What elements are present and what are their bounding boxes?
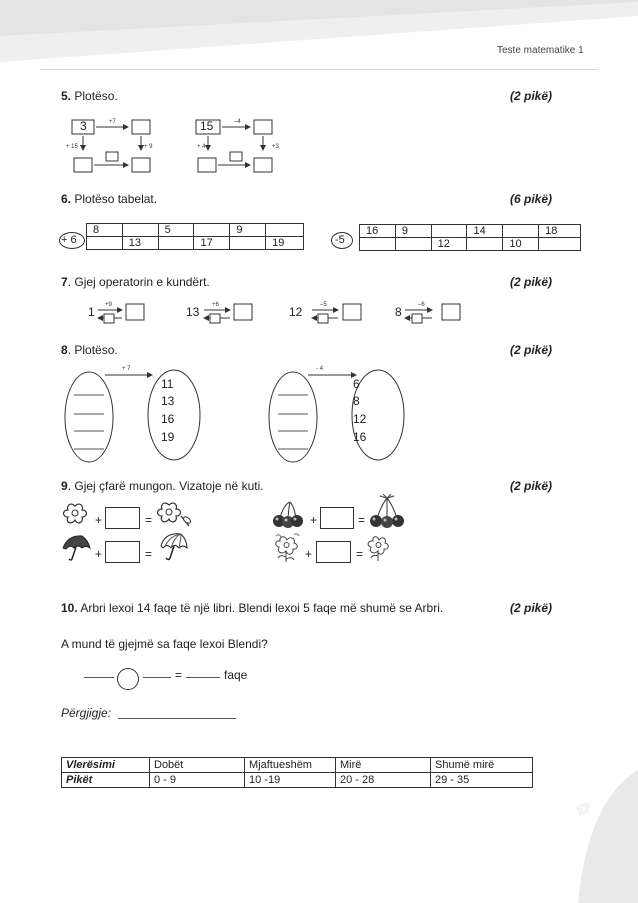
cell[interactable]	[87, 237, 123, 250]
q7-op-4: –6	[418, 302, 425, 308]
q9-plus: +	[95, 513, 103, 527]
cell[interactable]	[230, 237, 266, 250]
q7-op-2: +6	[212, 302, 219, 308]
cell[interactable]	[467, 238, 503, 251]
q5-right-start: 15	[200, 119, 214, 133]
q10-title: 10. Arbri lexoi 14 faqe të një libri. Blendi lexoi 5 faqe më shumë se Arbri.	[61, 601, 444, 615]
cell[interactable]	[503, 225, 539, 238]
q8-right-value: 8	[353, 394, 360, 408]
cherries-bunch-icon	[368, 494, 406, 530]
flower-pot-icon	[270, 532, 304, 564]
q6-left-table	[86, 223, 304, 250]
header-band	[0, 0, 638, 70]
cell: 29 - 35	[431, 773, 533, 788]
cell: Vlerësimi	[62, 758, 150, 773]
q5-title: 5. Plotëso.	[61, 89, 118, 103]
cell[interactable]: 9	[230, 224, 266, 237]
cell: 0 - 9	[150, 773, 245, 788]
q9-answer-box[interactable]	[320, 507, 354, 529]
q9-title: 9. Gjej çfarë mungon. Vizatoje në kuti.	[61, 479, 264, 493]
q7-op-3: –5	[320, 302, 327, 308]
q5-right-left-op: + 4	[197, 144, 206, 150]
cell[interactable]: 12	[431, 238, 467, 251]
cell: Mjaftueshëm	[245, 758, 336, 773]
cell: 10 -19	[245, 773, 336, 788]
answer-label: Përgjigje:	[61, 706, 112, 720]
q8-left-value: 16	[161, 412, 175, 426]
q6-right-op-label: -5	[335, 234, 345, 246]
q8-right-op: - 4	[316, 366, 324, 372]
page-number: 17	[575, 800, 593, 818]
cell[interactable]: 10	[503, 238, 539, 251]
grading-points-row	[62, 773, 533, 788]
q5-left-left-op: + 15	[66, 144, 78, 150]
q9-equals: =	[356, 547, 364, 561]
operator-circle[interactable]	[117, 668, 139, 690]
q5-right-top-op: –4	[234, 119, 241, 125]
q9-answer-box[interactable]	[105, 541, 140, 563]
q8-left-value: 19	[161, 430, 175, 444]
q9-answer-box[interactable]	[316, 541, 351, 563]
q7-num-4: 8	[395, 305, 402, 319]
cell[interactable]	[266, 224, 304, 237]
q7-op-1: +9	[105, 302, 112, 308]
page-corner	[548, 770, 638, 903]
equation-unit: faqe	[224, 668, 248, 682]
flower-icon	[60, 502, 90, 528]
q5-left-start: 3	[80, 119, 87, 133]
q9-points: (2 pikë)	[510, 479, 553, 493]
header-title: Teste matematike 1	[497, 45, 584, 56]
cell: 20 - 28	[336, 773, 431, 788]
cell: Dobët	[150, 758, 245, 773]
cell: Mirë	[336, 758, 431, 773]
cell[interactable]: 17	[194, 237, 230, 250]
cell[interactable]	[431, 225, 467, 238]
q5-points: (2 pikë)	[510, 89, 553, 103]
q6-points: (6 pikë)	[510, 192, 553, 206]
cell[interactable]	[395, 238, 431, 251]
q9-plus: +	[95, 547, 103, 561]
equation-blank-3[interactable]	[186, 677, 220, 678]
grading-table	[61, 757, 533, 788]
q7-num-2: 13	[186, 305, 200, 319]
q7-diagrams	[60, 300, 480, 328]
q9-answer-box[interactable]	[105, 507, 140, 529]
q8-left-op: + 7	[122, 366, 131, 372]
q10-question: A mund të gjejmë sa faqe lexoi Blendi?	[61, 637, 268, 651]
cell[interactable]: 16	[360, 225, 396, 238]
q9-equals: =	[145, 547, 153, 561]
q8-points: (2 pikë)	[510, 343, 553, 357]
cell[interactable]: 18	[539, 225, 581, 238]
cell[interactable]: 14	[467, 225, 503, 238]
q8-left-value: 13	[161, 394, 175, 408]
cell[interactable]	[158, 237, 194, 250]
q8-right-value: 16	[353, 430, 367, 444]
flower-pair-icon	[155, 500, 195, 530]
equation-blank-1[interactable]	[84, 677, 114, 678]
cherries-icon	[270, 500, 306, 530]
umbrella-open-icon	[155, 530, 191, 562]
q8-right-value: 12	[353, 412, 367, 426]
q7-num-3: 12	[289, 305, 303, 319]
q9-equals: =	[145, 513, 153, 527]
q9-plus: +	[305, 547, 313, 561]
q5-left-right-op: + 9	[144, 144, 153, 150]
q6-title: 6. Plotëso tabelat.	[61, 192, 158, 206]
flower-icon-small	[366, 534, 392, 562]
cell[interactable]: 5	[158, 224, 194, 237]
q7-title: 7. Gjej operatorin e kundërt.	[61, 275, 210, 289]
q7-points: (2 pikë)	[510, 275, 553, 289]
q8-right-value: 6	[353, 377, 360, 391]
cell[interactable]: 13	[122, 237, 158, 250]
cell[interactable]: 8	[87, 224, 123, 237]
q10-points: (2 pikë)	[510, 601, 553, 615]
cell[interactable]: 9	[395, 225, 431, 238]
q8-title: 8. Plotëso.	[61, 343, 118, 357]
answer-line[interactable]	[118, 718, 236, 719]
umbrella-icon	[60, 532, 92, 562]
equation-equals: =	[175, 668, 183, 682]
grading-header-row	[62, 758, 533, 773]
cell[interactable]	[194, 224, 230, 237]
q5-right-right-op: +3	[272, 144, 279, 150]
cell: Pikët	[62, 773, 150, 788]
cell[interactable]	[360, 238, 396, 251]
q6-left-op-label: + 6	[61, 234, 77, 246]
q7-item-4	[405, 304, 460, 323]
q7-num-1: 1	[88, 305, 95, 319]
q9-plus: +	[310, 513, 318, 527]
cell[interactable]	[122, 224, 158, 237]
cell: Shumë mirë	[431, 758, 533, 773]
q5-left-top-op: +7	[109, 119, 116, 125]
q6-right-table	[359, 224, 581, 251]
cell[interactable]	[539, 238, 581, 251]
equation-blank-2[interactable]	[143, 677, 171, 678]
cell[interactable]: 19	[266, 237, 304, 250]
q8-left-value: 11	[161, 377, 174, 391]
q9-equals: =	[358, 513, 366, 527]
